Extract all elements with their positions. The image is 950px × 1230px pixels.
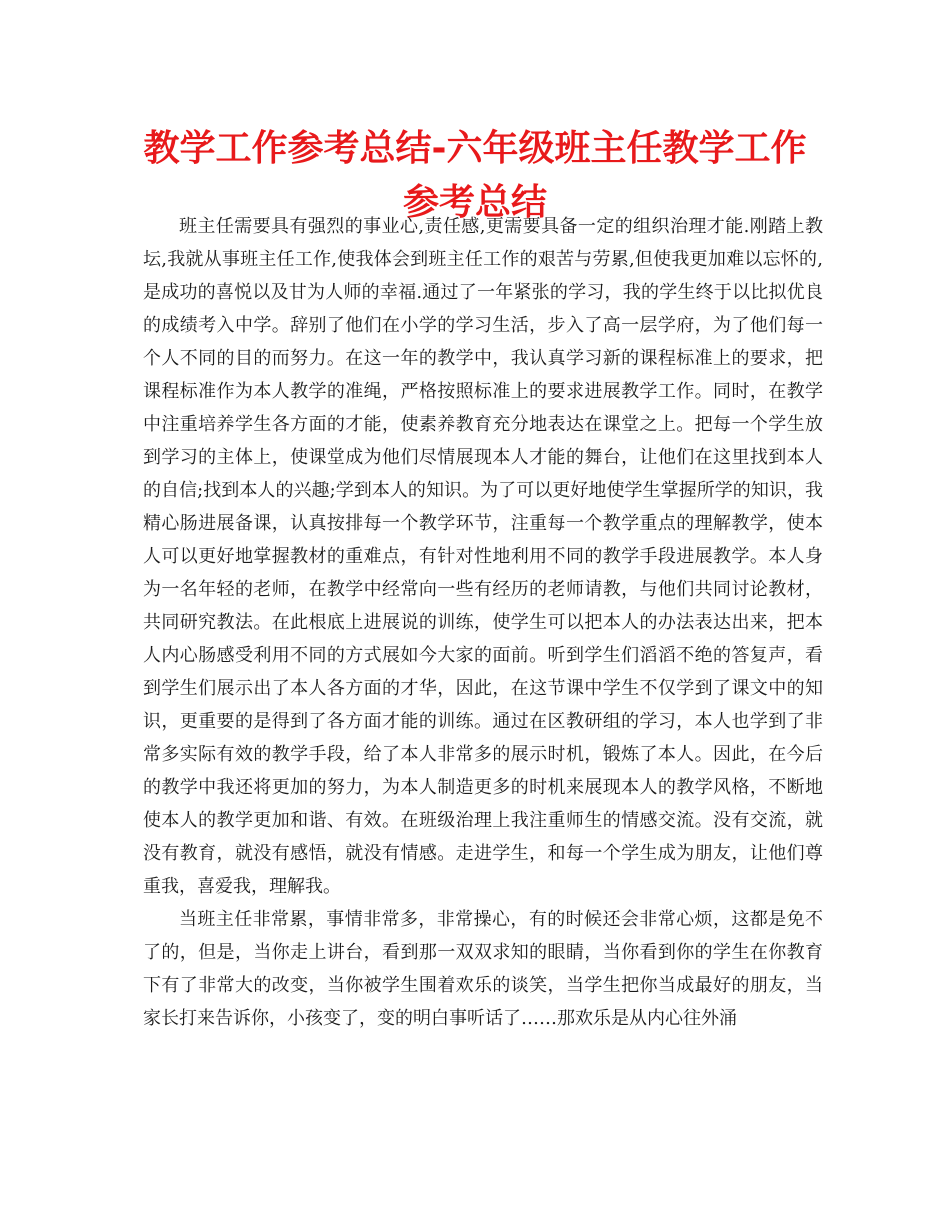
document-body — [143, 210, 823, 1035]
document-title: 教学工作参考总结-六年级班主任教学工作参考总结 — [143, 128, 807, 223]
paragraph-2: 当班主任非常累，事情非常多，非常操心，有的时候还会非常心烦，这都是免不了的，但是，当你走上讲台，看到那一双双求知的眼睛，当你看到你的学生在你教育下有了非常大的改变，当你被学生围着欢乐的谈笑，当学生把你当成最好的朋友，当家长打来告诉你，小孩变了，变的明白事听话了……那欢乐是从内心往外涌 — [143, 909, 823, 1029]
paragraph-1: 班主任需要具有强烈的事业心,责任感,更需要具备一定的组织治理才能.刚踏上教坛,我就从事班主任工作,使我体会到班主任工作的艰苦与劳累,但使我更加难以忘怀的,是成功的喜悦以及甘为人师的幸福.通过了一年紧张的学习，我的学生终于以比拟优良的成绩考入中学。辞别了他们在小学的学习生活，步入了高一层学府，为了他们每一个人不同的目的而努力。在这一年的教学中，我认真学习新的课程标准上的要求，把课程标准作为本人教学的准绳，严格按照标准上的要求进展教学工作。同时，在教学中注重培养学生各方面的才能，使素养教育充分地表达在课堂之上。把每一个学生放到学习的主体上，使课堂成为他们尽情展现本人才能的舞台，让他们在这里找到本人的自信;找到本人的兴趣;学到本人的知识。为了可以更好地使学生掌握所学的知识，我精心肠进展备课，认真按排每一个教学环节，注重每一个教学重点的理解教学，使本人可以更好地掌握教材的重难点，有针对性地利用不同的教学手段进展教学。本人身为一名年轻的老师，在教学中经常向一些有经历的老师请教，与他们共同讨论教材，共同研究教法。在此根底上进展说的训练，使学生可以把本人的办法表达出来，把本人内心肠感受利用不同的方式展如今大家的面前。听到学生们滔滔不绝的答复声，看到学生们展示出了本人各方面的才华，因此，在这节课中学生不仅学到了课文中的知识，更重要的是得到了各方面才能的训练。通过在区教研组的学习，本人也学到了非常多实际有效的教学手段，给了本人非常多的展示时机，锻炼了本人。因此，在今后的教学中我还将更加的努力，为本人制造更多的时机来展现本人的教学风格，不断地使本人的教学更加和谐、有效。在班级治理上我注重师生的情感交流。没有交流，就没有教育，就没有感悟，就没有情感。走进学生，和每一个学生成为朋友，让他们尊重我，喜爱我，理解我。 — [143, 216, 823, 897]
